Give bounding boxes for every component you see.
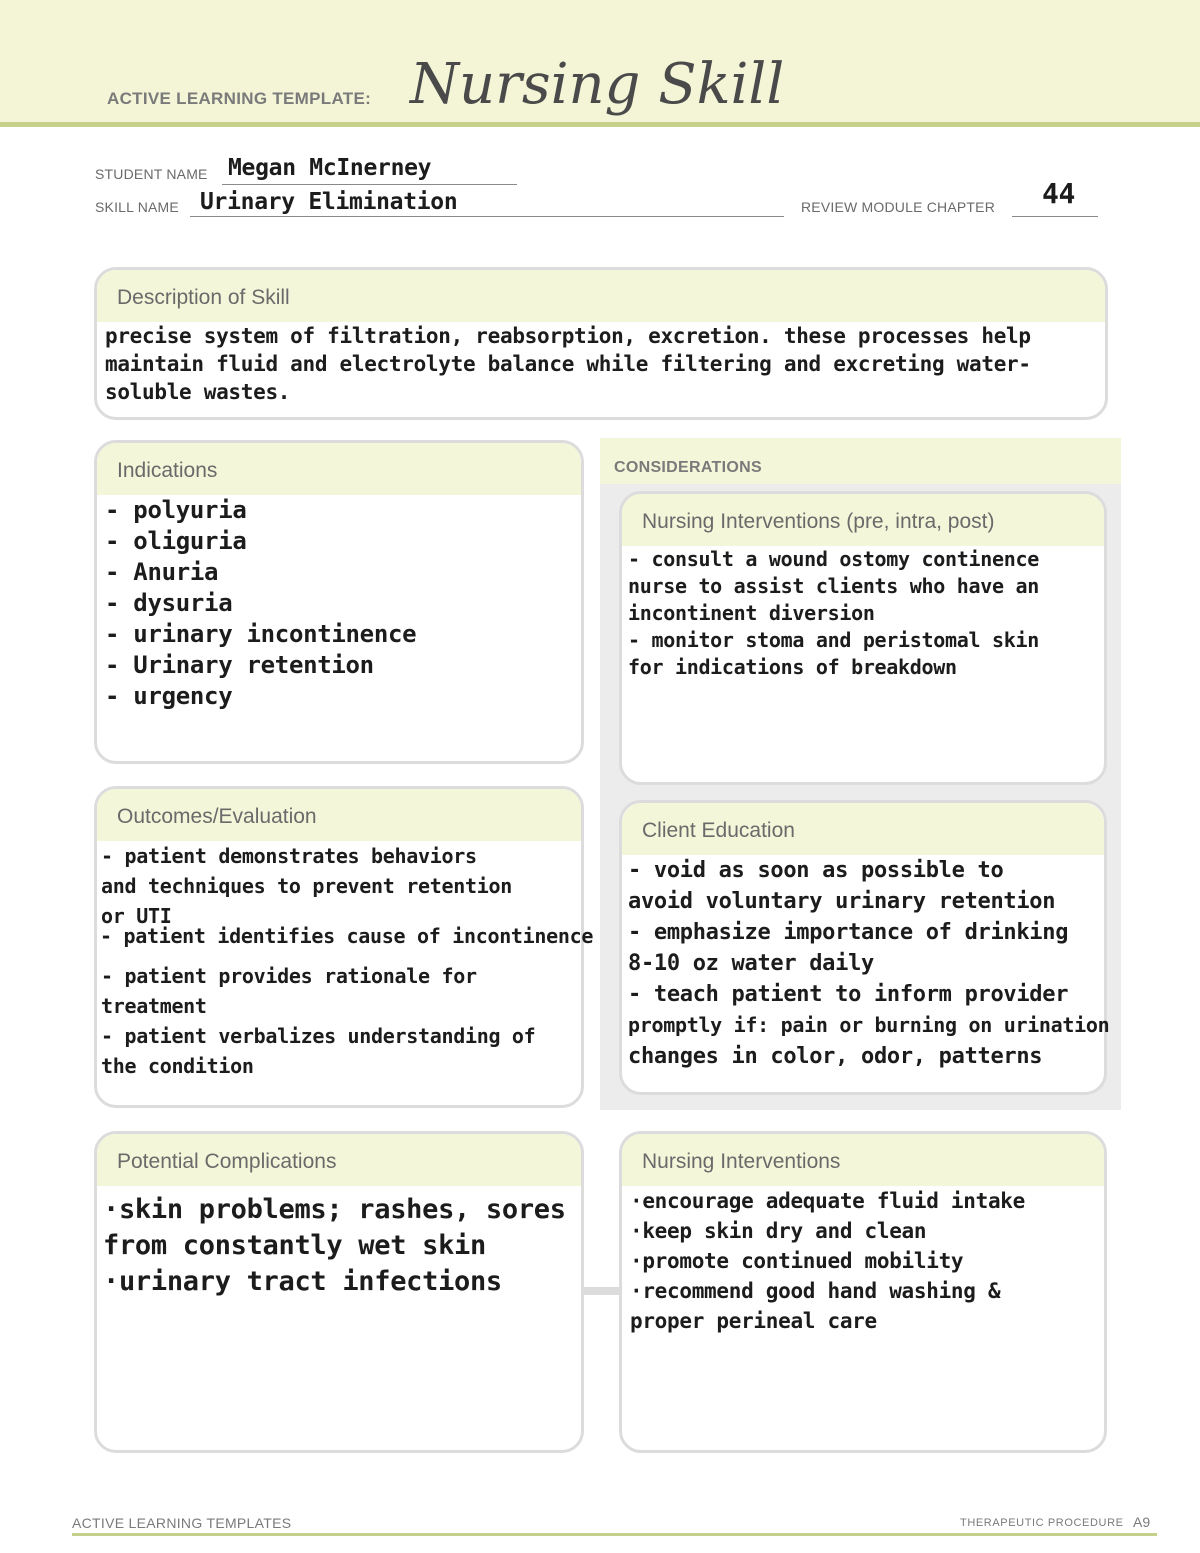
review-module-line (1012, 216, 1098, 217)
review-module-value[interactable]: 44 (1042, 177, 1076, 210)
nursing-interventions-ppi-line: nurse to assist clients who have an (628, 574, 1039, 598)
indications-title: Indications (97, 443, 581, 495)
nursing-interventions-ppi-line: - monitor stoma and peristomal skin (628, 628, 1039, 652)
outcomes-body[interactable] (97, 841, 581, 1081)
complications-box (94, 1131, 584, 1453)
footer-left-text: ACTIVE LEARNING TEMPLATES (72, 1515, 292, 1531)
nursing-interventions-line: proper perineal care (630, 1309, 877, 1333)
student-name-line (222, 184, 517, 185)
outcomes-line: the condition (101, 1054, 254, 1078)
client-education-line: changes in color, odor, patterns (628, 1044, 1043, 1069)
template-title: Nursing Skill (410, 52, 785, 117)
outcomes-line: - patient verbalizes understanding of (101, 1024, 536, 1048)
description-line: soluble wastes. (105, 380, 291, 404)
nursing-interventions-title: Nursing Interventions (622, 1134, 1104, 1186)
client-education-body[interactable] (622, 855, 1110, 1072)
indications-line: - dysuria (105, 589, 233, 617)
description-body[interactable] (97, 322, 1105, 406)
header-rule (0, 122, 1200, 127)
nursing-interventions-body[interactable] (622, 1186, 1104, 1336)
description-box (94, 267, 1108, 420)
box-connector (583, 1287, 621, 1295)
template-label: ACTIVE LEARNING TEMPLATE: (107, 89, 372, 108)
client-education-line: - emphasize importance of drinking (628, 920, 1069, 945)
client-education-title: Client Education (622, 803, 1104, 855)
nursing-interventions-line: ·recommend good hand washing & (630, 1279, 1001, 1303)
client-education-line: promptly if: pain or burning on urination (628, 1013, 1110, 1037)
complications-line: ·skin problems; rashes, sores (103, 1194, 566, 1225)
nursing-interventions-line: ·keep skin dry and clean (630, 1219, 927, 1243)
nursing-interventions-ppi-box (619, 491, 1107, 785)
nursing-interventions-ppi-body[interactable] (622, 546, 1104, 681)
complications-body[interactable] (97, 1186, 581, 1300)
outcomes-title: Outcomes/Evaluation (97, 789, 581, 841)
footer-right-text: THERAPEUTIC PROCEDURE (960, 1517, 1124, 1529)
complications-title: Potential Complications (97, 1134, 581, 1186)
complications-line: from constantly wet skin (103, 1230, 486, 1261)
indications-line: - urinary incontinence (105, 620, 417, 648)
description-title: Description of Skill (97, 270, 1105, 322)
nursing-interventions-ppi-line: incontinent diversion (628, 601, 875, 625)
student-name-label: STUDENT NAME (95, 166, 208, 182)
client-education-line: avoid voluntary urinary retention (628, 889, 1056, 914)
nursing-interventions-ppi-title: Nursing Interventions (pre, intra, post) (622, 494, 1104, 546)
indications-line: - oliguria (105, 527, 247, 555)
client-education-line: 8-10 oz water daily (628, 951, 874, 976)
client-education-box (619, 800, 1110, 1095)
outcomes-line: treatment (101, 994, 207, 1018)
outcomes-line: - patient demonstrates behaviors (101, 844, 477, 868)
indications-line: - Urinary retention (105, 651, 374, 679)
nursing-interventions-line: ·promote continued mobility (630, 1249, 964, 1273)
indications-box (94, 440, 584, 764)
outcomes-line: or UTI (101, 904, 172, 928)
description-line: precise system of filtration, reabsorption, excretion. these processes help (105, 324, 1031, 348)
indications-line: - Anuria (105, 558, 219, 586)
considerations-label: CONSIDERATIONS (614, 459, 762, 476)
outcomes-line[interactable]: - patient identifies cause of incontinence (100, 924, 594, 948)
nursing-interventions-ppi-line: for indications of breakdown (628, 655, 957, 679)
student-name-value[interactable]: Megan McInerney (228, 155, 432, 181)
footer-page-number: A9 (1133, 1514, 1151, 1530)
indications-line: - polyuria (105, 496, 247, 524)
client-education-line: - teach patient to inform provider (628, 982, 1069, 1007)
outcomes-line: and techniques to prevent retention (101, 874, 512, 898)
outcomes-line: - patient provides rationale for (101, 964, 477, 988)
complications-line: ·urinary tract infections (103, 1266, 502, 1297)
skill-name-line (190, 216, 784, 217)
skill-name-value[interactable]: Urinary Elimination (200, 189, 458, 215)
skill-name-label: SKILL NAME (95, 199, 179, 215)
indications-body[interactable] (97, 495, 581, 712)
client-education-line: - void as soon as possible to (628, 858, 1004, 883)
review-module-label: REVIEW MODULE CHAPTER (801, 199, 995, 215)
nursing-interventions-box (619, 1131, 1107, 1453)
indications-line: - urgency (105, 682, 233, 710)
nursing-interventions-line: ·encourage adequate fluid intake (630, 1189, 1025, 1213)
description-line: maintain fluid and electrolyte balance while filtering and excreting water- (105, 352, 1031, 376)
footer-rule (72, 1533, 1157, 1536)
nursing-interventions-ppi-line: - consult a wound ostomy continence (628, 547, 1039, 571)
